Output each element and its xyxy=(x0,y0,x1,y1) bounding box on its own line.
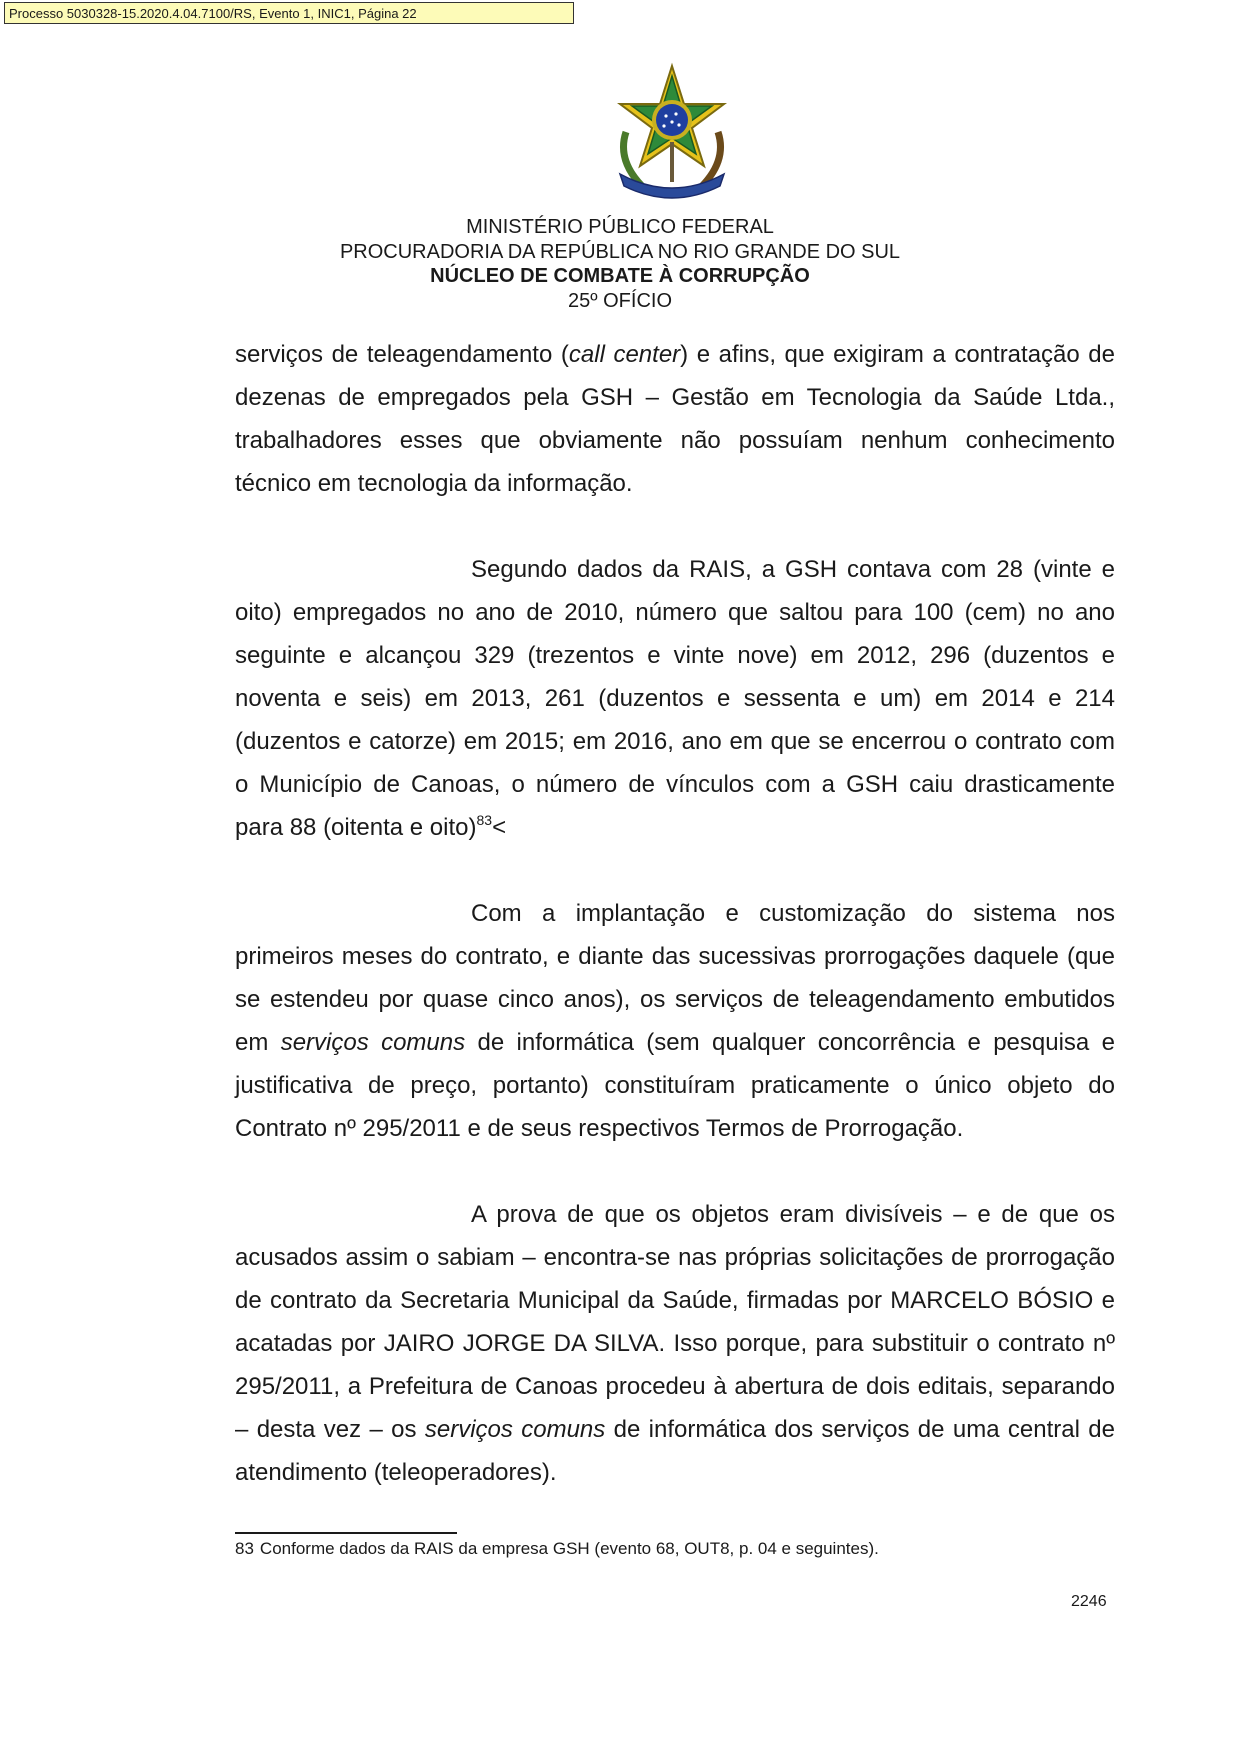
paragraph-1-text-b: ) e afins, que exigiram a contratação de dezenas de empregados pela GSH – Gestão em Tecnologia da Saúde Ltda., trabalhadores esses que obviamente não possuíam nenhum conhecimento técnico em tecnologia da informação. xyxy=(235,341,1115,497)
paragraph-2-text-b: < xyxy=(492,814,507,841)
footnote-ref-83[interactable]: 83 xyxy=(476,812,493,828)
paragraph-1 xyxy=(235,333,1115,505)
paragraph-3-text-a: Com a implantação e customização do sistema nos primeiros meses do contrato, e diante das sucessivas prorrogações daquele (que se estendeu por quase cinco anos), os serviços de teleagendamento embutidos em xyxy=(235,900,1115,1056)
page-number: 2246 xyxy=(1071,1593,1107,1610)
paragraph-3-emphasis: serviços comuns xyxy=(280,1029,466,1056)
header-nucleo: NÚCLEO DE COMBATE À CORRUPÇÃO xyxy=(430,265,810,287)
paragraph-1-emphasis: call center xyxy=(568,341,681,368)
footnote-text: Conforme dados da RAIS da empresa GSH (evento 68, OUT8, p. 04 e seguintes). xyxy=(259,1539,879,1558)
header-ministry: MINISTÉRIO PÚBLICO FEDERAL xyxy=(466,216,774,238)
header-procuradoria: PROCURADORIA DA REPÚBLICA NO RIO GRANDE DO SUL xyxy=(339,240,901,263)
process-stamp: Processo 5030328-15.2020.4.04.7100/RS, Evento 1, INIC1, Página 22 xyxy=(4,2,574,24)
paragraph-4-text-a: A prova de que os objetos eram divisíveis – e de que os acusados assim o sabiam – encontra-se nas próprias solicitações de prorrogação de contrato da Secretaria Municipal da Saúde, firmadas por MARCELO BÓSIO e acatadas por JAIRO JORGE DA SILVA. Isso porque, para substituir o contrato nº 295/2011, a Prefeitura de Canoas procedeu à abertura de dois editais, separando – desta vez – os xyxy=(235,1201,1115,1443)
letterhead xyxy=(0,215,1240,313)
paragraph-4 xyxy=(235,1193,1115,1494)
paragraph-3-text-b: de informática (sem qualquer concorrência e pesquisa e justificativa de preço, portanto) constituíram praticamente o único objeto do Contrato nº 295/2011 e de seus respectivos Termos de Prorrogação. xyxy=(235,1029,1115,1142)
footnote-divider xyxy=(235,1532,457,1534)
footnote-number: 83 xyxy=(235,1539,254,1558)
paragraph-4-text-b: de informática dos serviços de uma central de atendimento (teleoperadores). xyxy=(235,1416,1115,1486)
paragraph-2-text-a: Segundo dados da RAIS, a GSH contava com 28 (vinte e oito) empregados no ano de 2010, número que saltou para 100 (cem) no ano seguinte e alcançou 329 (trezentos e vinte nove) em 2012, 296 (duzentos e noventa e seis) em 2013, 261 (duzentos e sessenta e um) em 2014 e 214 (duzentos e catorze) em 2015; em 2016, ano em que se encerrou o contrato com o Município de Canoas, o número de vínculos com a GSH caiu drasticamente para 88 (oitenta e oito) xyxy=(235,556,1115,841)
paragraph-3 xyxy=(235,892,1115,1150)
brazil-coat-of-arms-icon xyxy=(606,62,738,202)
paragraph-4-emphasis: serviços comuns xyxy=(424,1416,606,1443)
header-oficio: 25º OFÍCIO xyxy=(568,289,672,312)
paragraph-1-text-a: serviços de teleagendamento ( xyxy=(235,341,569,368)
paragraph-2 xyxy=(235,548,1115,849)
footnote-83 xyxy=(235,1538,879,1560)
